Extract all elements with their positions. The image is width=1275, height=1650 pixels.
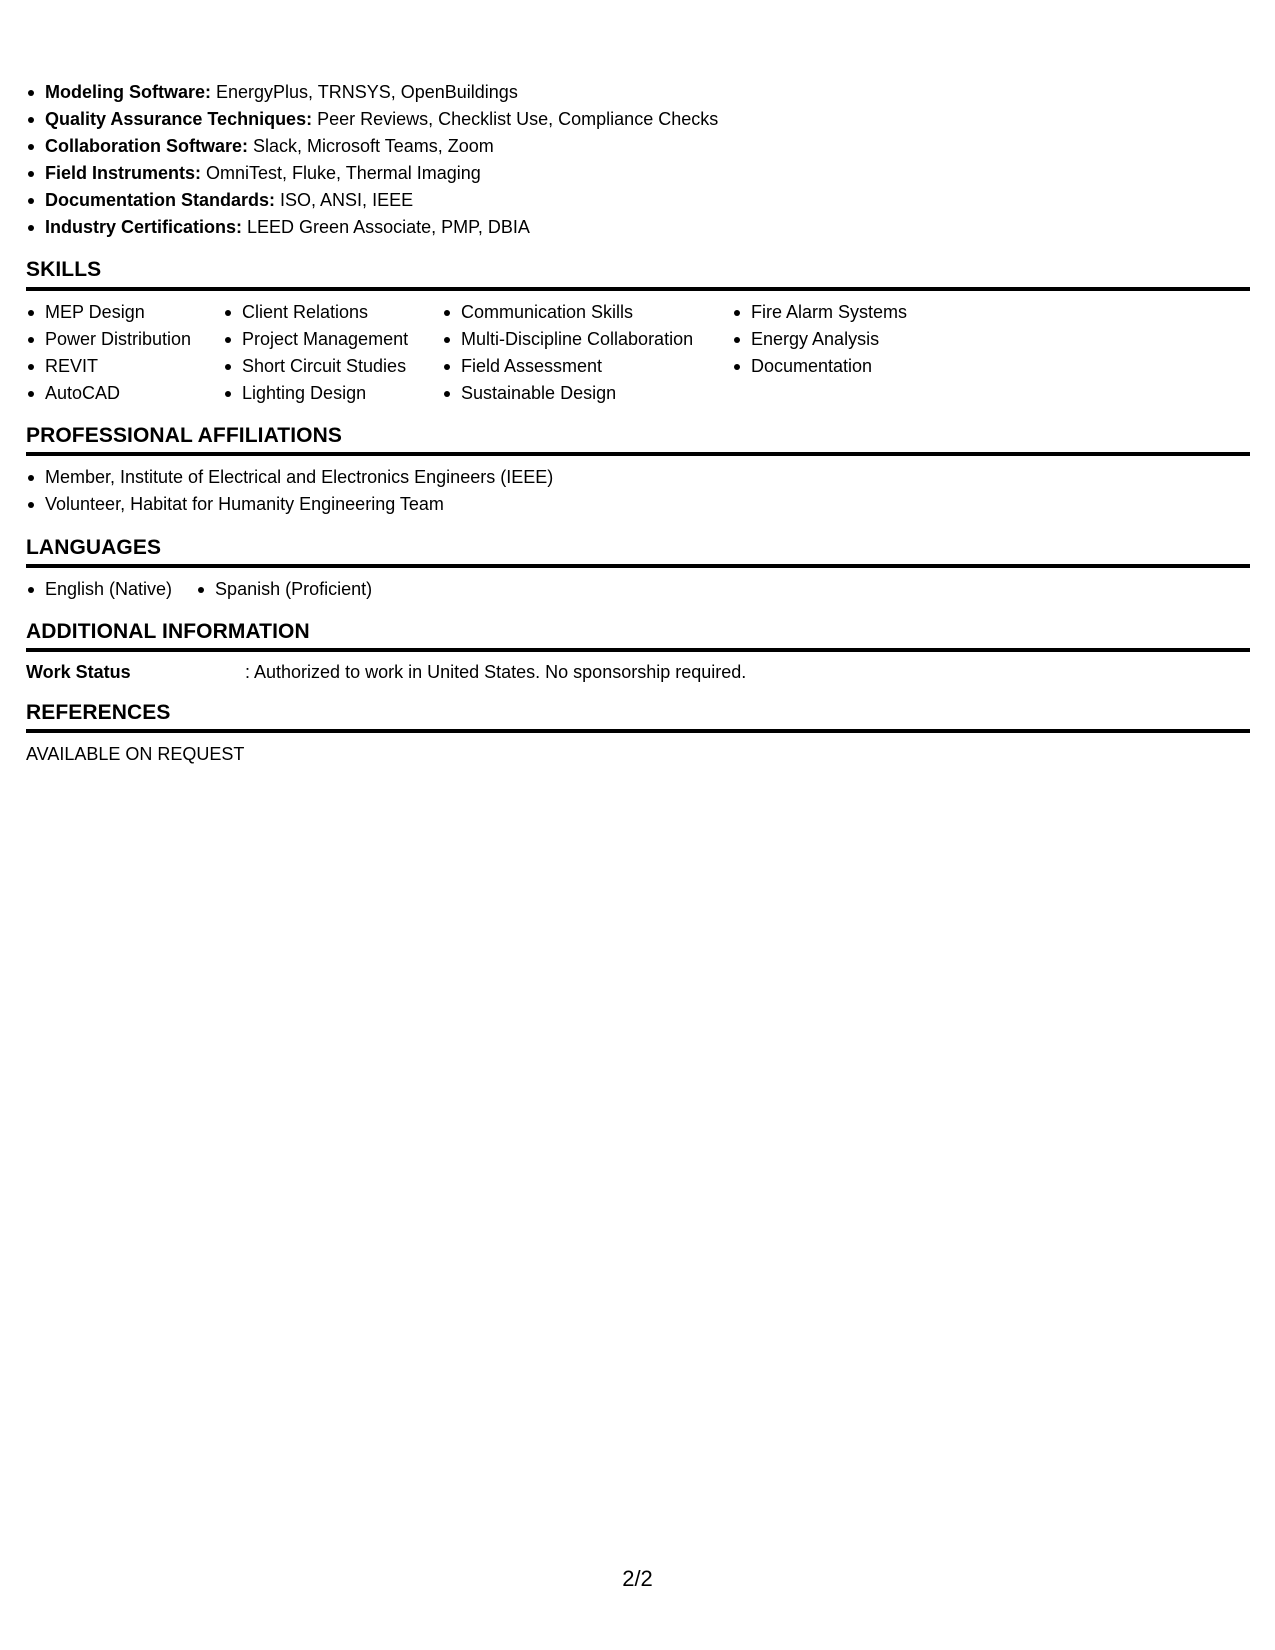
tools-item-label: Collaboration Software: bbox=[45, 136, 249, 156]
references-divider bbox=[26, 729, 1250, 733]
languages-divider bbox=[26, 564, 1250, 568]
affiliation-item: Volunteer, Habitat for Humanity Engineering Team bbox=[26, 491, 553, 518]
tools-item bbox=[26, 106, 718, 133]
tools-item-label: Field Instruments: bbox=[45, 163, 202, 183]
skills-column bbox=[732, 299, 907, 380]
tools-item-value: Peer Reviews, Checklist Use, Compliance Checks bbox=[312, 109, 719, 129]
tools-item-label: Industry Certifications: bbox=[45, 217, 243, 237]
skill-item: AutoCAD bbox=[26, 380, 191, 407]
skill-item: Field Assessment bbox=[442, 353, 693, 380]
skill-item: Sustainable Design bbox=[442, 380, 693, 407]
affiliations-heading: PROFESSIONAL AFFILIATIONS bbox=[26, 424, 342, 447]
tools-item-label: Documentation Standards: bbox=[45, 190, 276, 210]
skills-column bbox=[442, 299, 693, 407]
additional-info-heading: ADDITIONAL INFORMATION bbox=[26, 620, 310, 643]
skill-item: Documentation bbox=[732, 353, 907, 380]
skill-item: Multi-Discipline Collaboration bbox=[442, 326, 693, 353]
skill-item: Communication Skills bbox=[442, 299, 693, 326]
references-text: AVAILABLE ON REQUEST bbox=[26, 744, 245, 764]
language-item: English (Native) bbox=[26, 576, 172, 603]
tools-item bbox=[26, 133, 718, 160]
skill-item: Short Circuit Studies bbox=[223, 353, 408, 380]
work-status-value: : Authorized to work in United States. No sponsorship required. bbox=[245, 662, 747, 682]
tools-item bbox=[26, 79, 718, 106]
skill-item: Lighting Design bbox=[223, 380, 408, 407]
tools-item-value: OmniTest, Fluke, Thermal Imaging bbox=[201, 163, 481, 183]
languages-list bbox=[26, 576, 396, 603]
skill-item: Power Distribution bbox=[26, 326, 191, 353]
skill-item: MEP Design bbox=[26, 299, 191, 326]
skill-item: Client Relations bbox=[223, 299, 408, 326]
skills-divider bbox=[26, 287, 1250, 291]
references-heading: REFERENCES bbox=[26, 701, 171, 724]
affiliations-divider bbox=[26, 452, 1250, 456]
tools-item bbox=[26, 160, 718, 187]
skill-item: Project Management bbox=[223, 326, 408, 353]
language-item: Spanish (Proficient) bbox=[196, 576, 372, 603]
tools-item-value: LEED Green Associate, PMP, DBIA bbox=[242, 217, 530, 237]
work-status-label: Work Status bbox=[26, 662, 131, 682]
tools-item-value: Slack, Microsoft Teams, Zoom bbox=[248, 136, 494, 156]
tools-item-value: ISO, ANSI, IEEE bbox=[275, 190, 414, 210]
skill-item: REVIT bbox=[26, 353, 191, 380]
skills-column bbox=[26, 299, 191, 407]
skill-item: Energy Analysis bbox=[732, 326, 907, 353]
tools-list bbox=[26, 79, 718, 241]
additional-info-divider bbox=[26, 648, 1250, 652]
tools-item-label: Modeling Software: bbox=[45, 82, 211, 102]
skills-column bbox=[223, 299, 408, 407]
tools-item-label: Quality Assurance Techniques: bbox=[45, 109, 313, 129]
skill-item: Fire Alarm Systems bbox=[732, 299, 907, 326]
tools-item bbox=[26, 187, 718, 214]
tools-item-value: EnergyPlus, TRNSYS, OpenBuildings bbox=[211, 82, 518, 102]
tools-item bbox=[26, 214, 718, 241]
affiliation-item: Member, Institute of Electrical and Electronics Engineers (IEEE) bbox=[26, 464, 553, 491]
skills-heading: SKILLS bbox=[26, 258, 102, 281]
affiliations-list bbox=[26, 464, 553, 518]
languages-heading: LANGUAGES bbox=[26, 536, 162, 559]
page-number: 2/2 bbox=[622, 1566, 653, 1591]
